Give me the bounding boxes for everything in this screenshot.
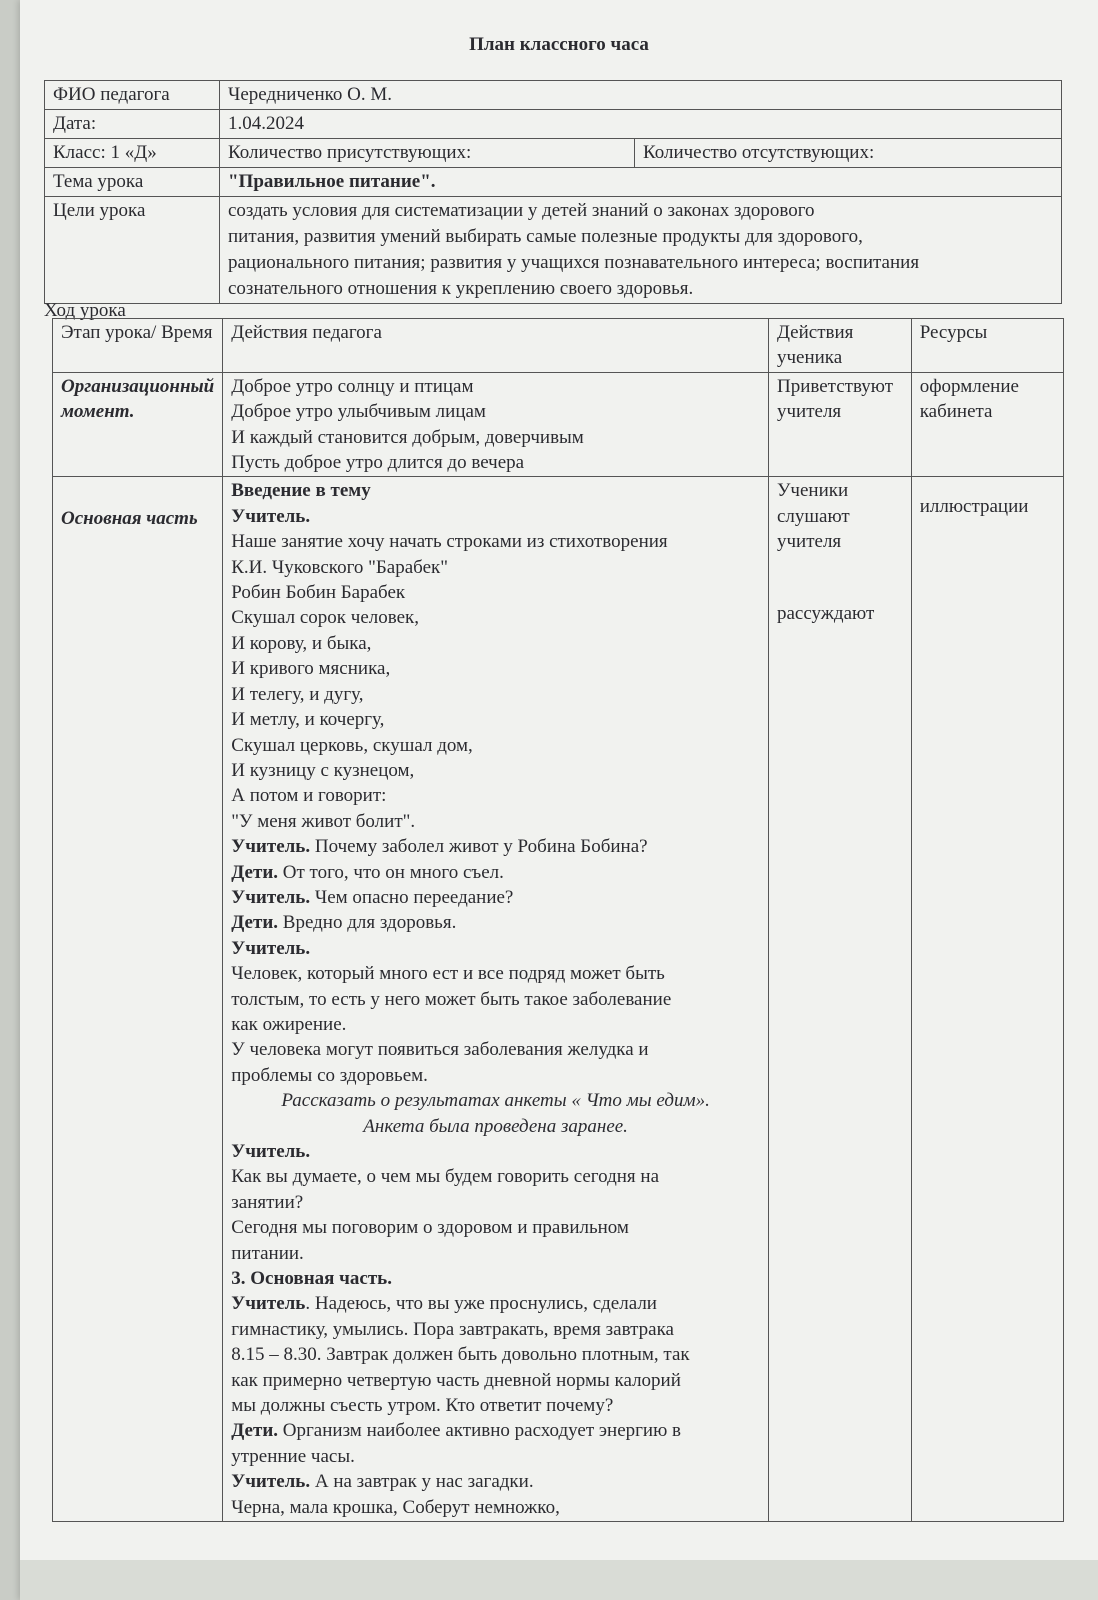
speaker-label: 3. Основная часть. (231, 1268, 392, 1290)
speech-text: Почему заболел живот у Робина Бобина? (310, 836, 648, 858)
teacher-text-line (231, 1317, 760, 1342)
teacher-text-line (231, 478, 760, 503)
topic-label: Тема урока (45, 168, 220, 197)
speaker-label: Учитель. (231, 505, 311, 527)
speech-text: 8.15 – 8.30. Завтрак должен быть довольно плотным, так (231, 1344, 690, 1366)
teacher-value: Чередниченко О. М. (220, 81, 1062, 110)
date-label: Дата: (45, 110, 220, 139)
student-action-reason: рассуждают (776, 602, 875, 624)
speaker-label: Учитель. (231, 886, 311, 908)
resource-illustrations: иллюстрации (919, 496, 1029, 518)
speech-text: питании. (231, 1242, 304, 1264)
teacher-text-line (231, 1241, 760, 1266)
resources-org: оформление кабинета (911, 372, 1063, 477)
resources-main (911, 477, 1063, 1522)
teacher-text-line (231, 605, 760, 630)
student-actions-main (768, 477, 911, 1522)
lesson-plan-table (52, 318, 1064, 1522)
header-resources: Ресурсы (911, 319, 1063, 373)
speech-text: . Надеюсь, что вы уже проснулись, сделали (305, 1293, 657, 1315)
speech-text: утренние часы. (231, 1445, 355, 1467)
speaker-label: Учитель. (231, 937, 311, 959)
teacher-text-line: Анкета была проведена заранее. (363, 1115, 628, 1137)
teacher-text-line (231, 555, 760, 580)
teacher-text-line (231, 1418, 760, 1443)
teacher-text-line (231, 1368, 760, 1393)
speech-text: "У меня живот болит". (231, 810, 416, 832)
speech-text: И кузницу с кузнецом, (231, 759, 415, 781)
teacher-text-line (231, 1164, 760, 1189)
stage-main-label: Основная часть (61, 508, 198, 530)
info-row-topic (45, 168, 1062, 197)
speech-text: проблемы со здоровьем. (231, 1064, 428, 1086)
teacher-text-line (231, 1291, 760, 1316)
teacher-text-line (231, 885, 760, 910)
stage-org: Организационный момент. (53, 372, 223, 477)
lesson-caption: Ход урока (44, 300, 126, 321)
poem-line: Доброе утро улыбчивым лицам (231, 401, 486, 423)
goals-line: создать условия для систематизации у детей знаний о законах здорового (228, 200, 815, 221)
speaker-label: Дети. (231, 1420, 279, 1442)
teacher-text-line (231, 504, 760, 529)
speech-text: мы должны съесть утром. Кто ответит почему? (231, 1395, 614, 1417)
info-row-date (45, 110, 1062, 139)
speech-text: И корову, и быка, (231, 632, 372, 654)
speech-text: Робин Бобин Барабек (231, 582, 406, 604)
goals-line: рационального питания; развития у учащихся познавательного интереса; воспитания (228, 252, 920, 273)
speech-text: Скушал церковь, скушал дом, (231, 734, 473, 756)
speech-text: Вредно для здоровья. (278, 912, 457, 934)
header-stage: Этап урока/ Время (53, 319, 223, 373)
speaker-label: Учитель. (231, 1141, 311, 1162)
poem-line: И каждый становится добрым, доверчивым (231, 426, 584, 448)
speech-text: И метлу, и кочергу, (231, 709, 385, 731)
plan-row-org (53, 372, 1064, 477)
speech-text: толстым, то есть у него может быть такое заболевание (231, 988, 672, 1010)
speaker-label: Дети. (231, 912, 279, 934)
speech-text: А на завтрак у нас загадки. (310, 1471, 534, 1493)
teacher-text-line (231, 961, 760, 986)
teacher-text-line (231, 809, 760, 834)
speech-text: Как вы думаете, о чем мы будем говорить сегодня на (231, 1166, 660, 1188)
speech-text: Скушал сорок человек, (231, 607, 420, 629)
speech-text: занятии? (231, 1191, 304, 1213)
page-title: План классного часа (469, 34, 649, 55)
teacher-text-line (231, 1063, 760, 1088)
document-page (20, 0, 1098, 1600)
absent-label: Количество отсутствующих: (635, 139, 1062, 168)
info-table (44, 80, 1062, 304)
speaker-label: Дети. (231, 861, 279, 883)
goals-line: питания, развития умений выбирать самые полезные продукты для здорового, (228, 226, 863, 247)
header-student: Действия ученика (768, 319, 911, 373)
teacher-text-line (231, 631, 760, 656)
plan-header-row (53, 319, 1064, 373)
teacher-text-line (231, 758, 760, 783)
teacher-text-line (231, 733, 760, 758)
goals-line: сознательного отношения к укреплению своего здоровья. (228, 278, 694, 299)
teacher-text-line (231, 1037, 760, 1062)
speech-text: Чем опасно переедание? (310, 886, 514, 908)
teacher-text-line (231, 910, 760, 935)
teacher-text-line (231, 1139, 760, 1164)
date-value: 1.04.2024 (220, 110, 1062, 139)
speech-text: И кривого мясника, (231, 658, 391, 680)
teacher-text-line (231, 580, 760, 605)
speaker-label: Введение в тему (231, 480, 371, 502)
poem-line: Пусть доброе утро длится до вечера (231, 452, 525, 474)
header-teacher: Действия педагога (223, 319, 769, 373)
speaker-label: Учитель. (231, 836, 311, 858)
teacher-text-line (231, 783, 760, 808)
teacher-text-line (231, 1469, 760, 1494)
speech-text: И телегу, и дугу, (231, 683, 364, 705)
speaker-label: Учитель (231, 1293, 306, 1315)
teacher-text-line (231, 707, 760, 732)
teacher-text-line (231, 1495, 760, 1520)
teacher-text-line (231, 529, 760, 554)
speech-text: как ожирение. (231, 1013, 347, 1035)
speech-text: Наше занятие хочу начать строками из стихотворения (231, 531, 668, 553)
goals-value (220, 197, 1062, 304)
speech-text: А потом и говорит: (231, 785, 387, 807)
teacher-text-line: Рассказать о результатах анкеты « Что мы едим». (281, 1090, 710, 1112)
speech-text: гимнастику, умылись. Пора завтракать, время завтрака (231, 1318, 674, 1340)
teacher-text-line (231, 987, 760, 1012)
speech-text: К.И. Чуковского "Барабек" (231, 556, 449, 578)
teacher-text-line (231, 1342, 760, 1367)
teacher-text-line (231, 656, 760, 681)
teacher-text-line (231, 834, 760, 859)
teacher-text-line (231, 860, 760, 885)
speech-text: У человека могут появиться заболевания желудка и (231, 1039, 649, 1061)
stage-main (53, 477, 223, 1522)
teacher-label: ФИО педагога (45, 81, 220, 110)
teacher-text-line (231, 936, 760, 961)
teacher-actions-main (223, 477, 769, 1522)
page-bottom (20, 1560, 1098, 1600)
info-row-goals (45, 197, 1062, 304)
goals-label: Цели урока (45, 197, 220, 304)
teacher-text-line (231, 682, 760, 707)
teacher-text-line (231, 1266, 760, 1291)
teacher-text-line (231, 1393, 760, 1418)
speech-text: От того, что он много съел. (278, 861, 504, 883)
teacher-text-line (231, 1444, 760, 1469)
speaker-label: Учитель. (231, 1471, 311, 1493)
speech-text: Черна, мала крошка, Соберут немножко, (231, 1496, 560, 1518)
topic-value: "Правильное питание". (220, 168, 1062, 197)
speech-text: Человек, который много ест и все подряд может быть (231, 963, 665, 985)
poem-line: Доброе утро солнцу и птицам (231, 375, 474, 397)
speech-text: Сегодня мы поговорим о здоровом и правильном (231, 1217, 629, 1239)
present-label: Количество присутствующих: (220, 139, 635, 168)
teacher-text-line (231, 1190, 760, 1215)
teacher-text-line (231, 1012, 760, 1037)
info-row-teacher (45, 81, 1062, 110)
student-action-listen: Ученики слушают учителя (776, 480, 850, 553)
info-row-class (45, 139, 1062, 168)
plan-row-main (53, 477, 1064, 1522)
teacher-text-line (231, 1215, 760, 1240)
speech-text: как примерно четвертую часть дневной нормы калорий (231, 1369, 681, 1391)
speech-text: Организм наиболее активно расходует энергию в (278, 1420, 682, 1442)
student-actions-org: Приветствуют учителя (768, 372, 911, 477)
class-label: Класс: 1 «Д» (45, 139, 220, 168)
teacher-actions-org (223, 372, 769, 477)
